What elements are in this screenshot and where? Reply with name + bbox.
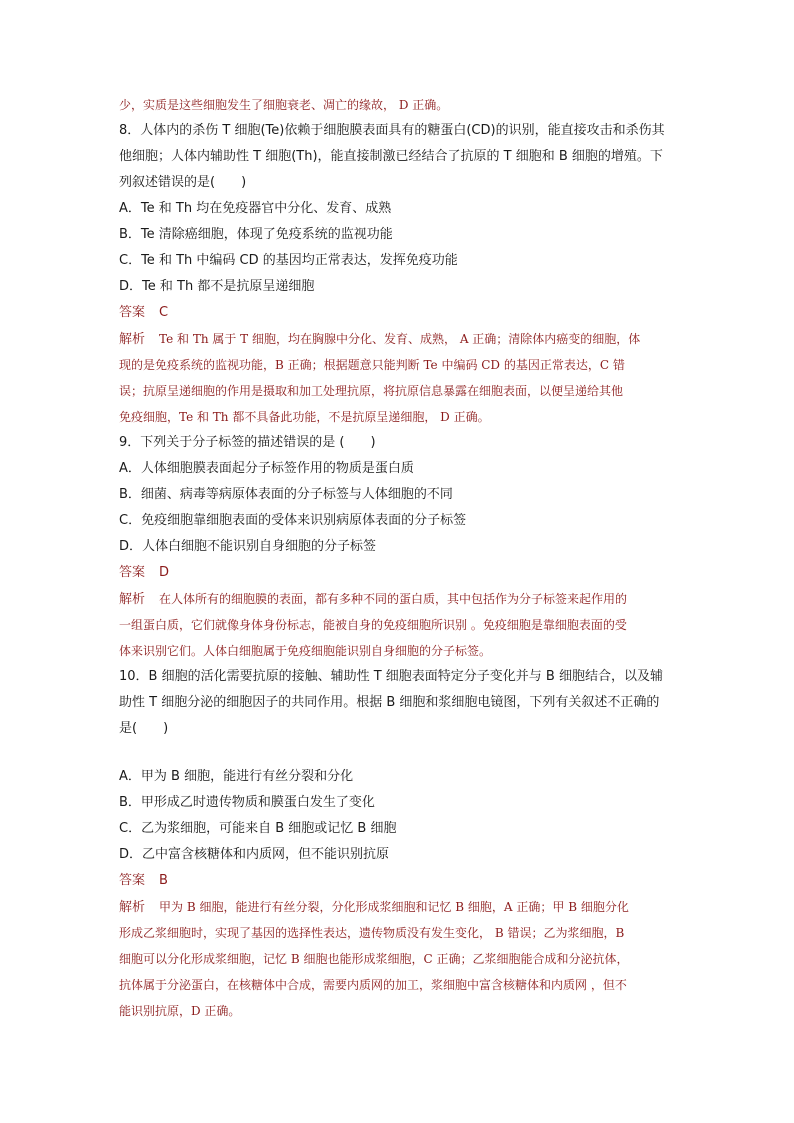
q9-answer — [119, 564, 169, 582]
answer-value: D — [159, 565, 170, 580]
q8-answer — [119, 304, 168, 322]
q9-option-a: A．人体细胞膜表面起分子标签作用的物质是蛋白质 — [119, 461, 414, 476]
q8-option-a: A．Te 和 Th 均在免疫器官中分化、发育、成熟 — [119, 201, 392, 216]
analysis-text: Te 和 Th 属于 T 细胞，均在胸腺中分化、发育、成熟， A 正确；清除体内癌变的细胞，体 — [159, 332, 641, 346]
q10-analysis-line-5: 能识别抗原，D 正确。 — [119, 1004, 241, 1018]
q9-option-d: D．人体白细胞不能识别自身细胞的分子标签 — [119, 539, 377, 554]
q8-stem-line-3: 列叙述错误的是( ) — [119, 175, 247, 190]
q10-analysis-line-4: 抗体属于分泌蛋白，在核糖体中合成，需要内质网的加工，浆细胞中富含核糖体和内质网 ，但不 — [119, 978, 627, 992]
q10-option-c: C．乙为浆细胞，可能来自 B 细胞或记忆 B 细胞 — [119, 821, 397, 836]
q9-option-c: C．免疫细胞靠细胞表面的受体来识别病原体表面的分子标签 — [119, 513, 467, 528]
answer-label: 答案 — [119, 873, 146, 888]
answer-label: 答案 — [119, 305, 146, 320]
q10-option-b: B．甲形成乙时遗传物质和膜蛋白发生了变化 — [119, 795, 375, 810]
q10-analysis-line-3: 细胞可以分化形成浆细胞，记忆 B 细胞也能形成浆细胞，C 正确；乙浆细胞能合成和分泌抗体， — [119, 952, 629, 966]
answer-value: B — [159, 873, 168, 888]
q10-stem-line-1: 10．B 细胞的活化需要抗原的接触、辅助性 T 细胞表面特定分子变化并与 B 细胞结合，以及辅 — [119, 669, 663, 684]
analysis-label: 解析 — [119, 592, 146, 607]
analysis-label: 解析 — [119, 900, 146, 915]
analysis-text: 在人体所有的细胞膜的表面，都有多种不同的蛋白质，其中包括作为分子标签来起作用的 — [159, 592, 628, 606]
analysis-text: 甲为 B 细胞，能进行有丝分裂，分化形成浆细胞和记忆 B 细胞，A 正确；甲 B 细胞分化 — [159, 900, 629, 914]
q8-analysis-line-4: 免疫细胞，Te 和 Th 都不具备此功能，不是抗原呈递细胞， D 正确。 — [119, 410, 490, 424]
q8-stem-line-1: 8．人体内的杀伤 T 细胞(Te)依赖于细胞膜表面具有的糖蛋白(CD)的识别，能直接攻击和杀伤其 — [119, 123, 665, 138]
q8-option-c: C．Te 和 Th 中编码 CD 的基因均正常表达，发挥免疫功能 — [119, 253, 458, 268]
q8-option-b: B．Te 清除癌细胞，体现了免疫系统的监视功能 — [119, 227, 393, 242]
q10-analysis-line-1 — [119, 898, 629, 917]
q10-stem-line-3: 是( ) — [119, 721, 169, 736]
q10-option-d: D．乙中富含核糖体和内质网，但不能识别抗原 — [119, 847, 390, 862]
q9-option-b: B．细菌、病毒等病原体表面的分子标签与人体细胞的不同 — [119, 487, 453, 502]
q8-analysis-line-1 — [119, 330, 640, 349]
q8-option-d: D．Te 和 Th 都不是抗原呈递细胞 — [119, 279, 315, 294]
q9-analysis-line-2: 一组蛋白质，它们就像身体身份标志，能被自身的免疫细胞所识别 。免疫细胞是靠细胞表面的受 — [119, 618, 627, 632]
q10-option-a: A．甲为 B 细胞，能进行有丝分裂和分化 — [119, 769, 354, 784]
answer-label: 答案 — [119, 565, 146, 580]
analysis-label: 解析 — [119, 332, 146, 347]
q10-answer — [119, 872, 168, 890]
q7-analysis-tail: 少，实质是这些细胞发生了细胞衰老、凋亡的缘故， D 正确。 — [119, 98, 449, 112]
q10-analysis-line-2: 形成乙浆细胞时，实现了基因的选择性表达，遗传物质没有发生变化， B 错误；乙为浆细胞，B — [119, 926, 625, 940]
answer-value: C — [159, 305, 169, 320]
q8-analysis-line-3: 误；抗原呈递细胞的作用是摄取和加工处理抗原，将抗原信息暴露在细胞表面，以便呈递给其他 — [119, 384, 624, 398]
q10-stem-line-2: 助性 T 细胞分泌的细胞因子的共同作用。根据 B 细胞和浆细胞电镜图，下列有关叙述不正确的 — [119, 695, 660, 710]
q8-analysis-line-2: 现的是免疫系统的监视功能，B 正确；根据题意只能判断 Te 中编码 CD 的基因正常表达，C 错 — [119, 358, 625, 372]
q9-analysis-line-1 — [119, 590, 627, 609]
q8-stem-line-2: 他细胞；人体内辅助性 T 细胞(Th)，能直接制激已经结合了抗原的 T 细胞和 B 细胞的增殖。下 — [119, 149, 663, 164]
q9-stem-line-1: 9．下列关于分子标签的描述错误的是 ( ) — [119, 435, 376, 450]
q9-analysis-line-3: 体来识别它们。人体白细胞属于免疫细胞能识别自身细胞的分子标签。 — [119, 644, 492, 658]
